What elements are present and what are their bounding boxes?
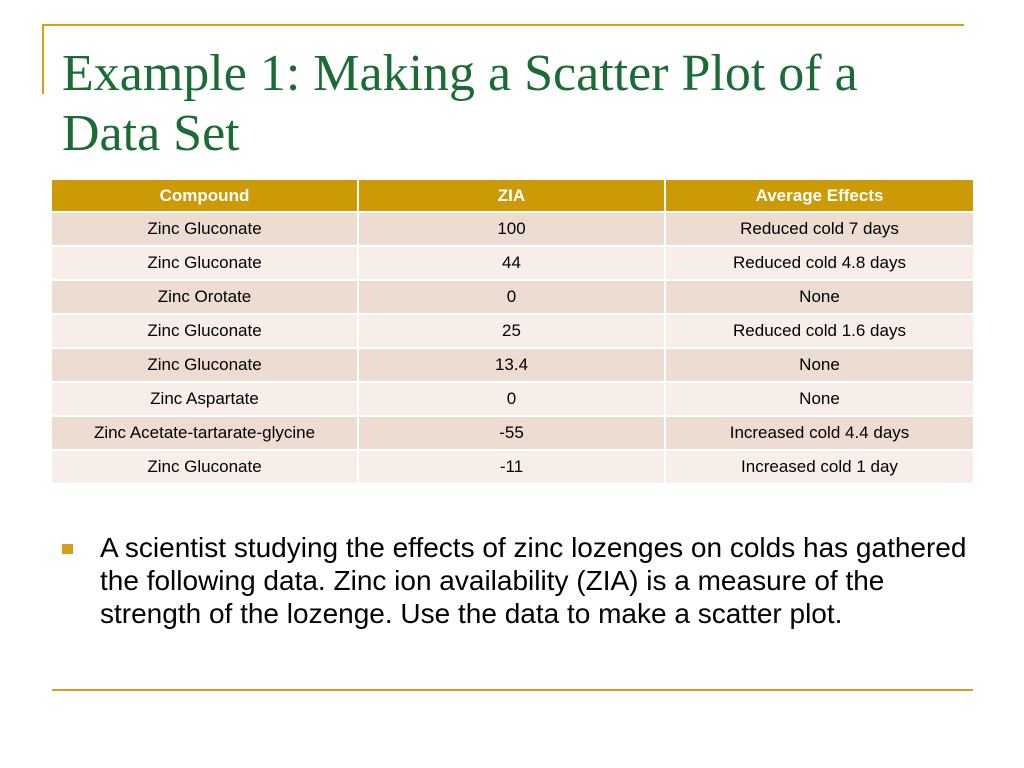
cell-compound: Zinc Gluconate bbox=[52, 450, 358, 484]
cell-zia: 100 bbox=[358, 212, 665, 246]
column-header-compound: Compound bbox=[52, 180, 358, 212]
cell-average-effects: Reduced cold 4.8 days bbox=[665, 246, 973, 280]
table-row bbox=[52, 382, 973, 416]
cell-average-effects: Increased cold 1 day bbox=[665, 450, 973, 484]
cell-compound: Zinc Gluconate bbox=[52, 348, 358, 382]
cell-average-effects: Reduced cold 7 days bbox=[665, 212, 973, 246]
table-row bbox=[52, 280, 973, 314]
cell-zia: 44 bbox=[358, 246, 665, 280]
column-header-zia: ZIA bbox=[358, 180, 665, 212]
frame-bottom-line bbox=[52, 689, 973, 691]
slide-title: Example 1: Making a Scatter Plot of a Data Set bbox=[62, 45, 858, 162]
frame-top-line bbox=[42, 24, 964, 26]
cell-zia: -55 bbox=[358, 416, 665, 450]
cell-zia: 13.4 bbox=[358, 348, 665, 382]
cell-compound: Zinc Gluconate bbox=[52, 314, 358, 348]
table-row bbox=[52, 246, 973, 280]
cell-compound: Zinc Orotate bbox=[52, 280, 358, 314]
square-bullet-icon bbox=[62, 544, 73, 554]
table-row bbox=[52, 314, 973, 348]
table-row bbox=[52, 212, 973, 246]
cell-average-effects: None bbox=[665, 348, 973, 382]
cell-average-effects: Reduced cold 1.6 days bbox=[665, 314, 973, 348]
table-row bbox=[52, 450, 973, 484]
bullet-text: A scientist studying the effects of zinc lozenges on colds has gathered the following data. Zinc ion availability (ZIA) is a measure of the strength of the lozenge. Use the data to make a scatter plot. bbox=[100, 532, 967, 629]
cell-zia: 0 bbox=[358, 382, 665, 416]
cell-compound: Zinc Aspartate bbox=[52, 382, 358, 416]
cell-zia: 0 bbox=[358, 280, 665, 314]
cell-compound: Zinc Gluconate bbox=[52, 212, 358, 246]
column-header-average-effects: Average Effects bbox=[665, 180, 973, 212]
frame-left-line bbox=[42, 24, 44, 94]
cell-average-effects: None bbox=[665, 382, 973, 416]
cell-average-effects: Increased cold 4.4 days bbox=[665, 416, 973, 450]
cell-compound: Zinc Acetate-tartarate-glycine bbox=[52, 416, 358, 450]
cell-compound: Zinc Gluconate bbox=[52, 246, 358, 280]
table-header-row bbox=[52, 180, 973, 212]
cell-average-effects: None bbox=[665, 280, 973, 314]
table-row bbox=[52, 348, 973, 382]
data-table bbox=[52, 180, 973, 485]
cell-zia: 25 bbox=[358, 314, 665, 348]
cell-zia: -11 bbox=[358, 450, 665, 484]
table-row bbox=[52, 416, 973, 450]
